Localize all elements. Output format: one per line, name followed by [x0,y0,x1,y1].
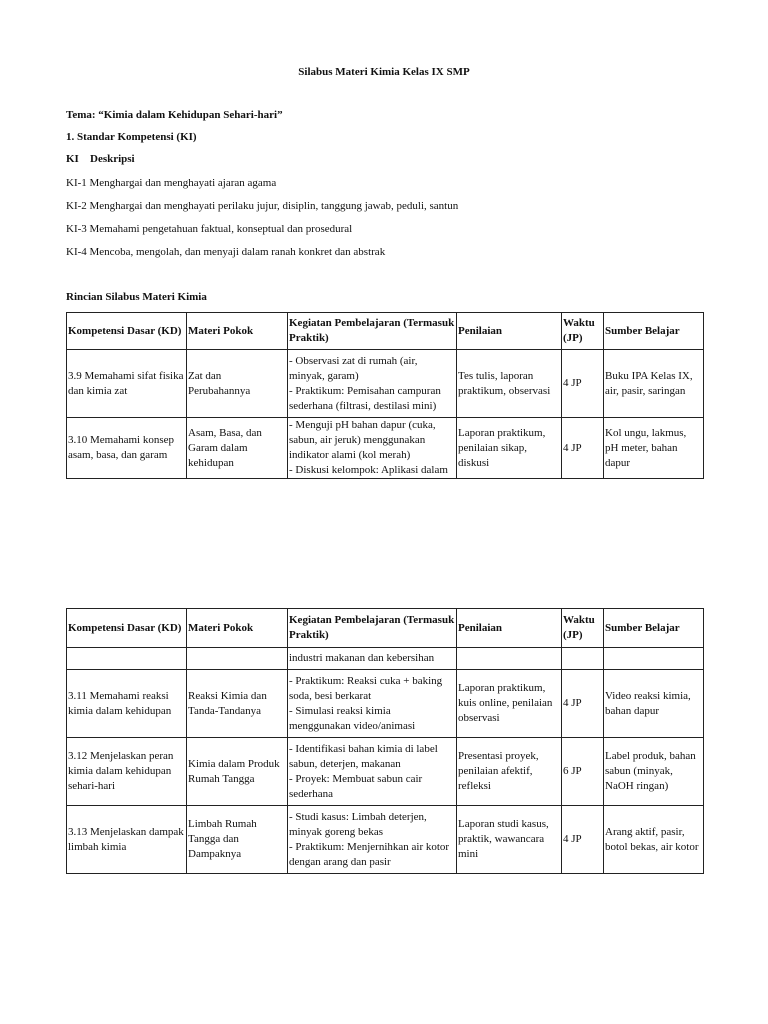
header-kegiatan-pembelajaran: Kegiatan Pembelajaran (Termasuk Praktik) [288,313,457,350]
header-waktu: Waktu (JP) [562,609,604,648]
cell-kd: 3.11 Memahami reaksi kimia dalam kehidupan [67,670,187,738]
cell-kd: 3.13 Menjelaskan dampak limbah kimia [67,806,187,874]
ki-header-row [66,153,135,165]
ki-header-description: Deskripsi [90,153,135,165]
cell-penilaian: Tes tulis, laporan praktikum, observasi [457,350,562,418]
cell-sumber: Kol ungu, lakmus, pH meter, bahan dapur [604,418,704,479]
cell-penilaian: Presentasi proyek, penilaian afektif, refleksi [457,738,562,806]
table-header-row [67,609,704,648]
cell-kegiatan: - Praktikum: Reaksi cuka + baking soda, besi berkarat - Simulasi reaksi kimia menggunakan video/animasi [288,670,457,738]
ki-item-3: KI-3 Memahami pengetahuan faktual, konseptual dan prosedural [66,223,353,235]
cell-waktu: 4 JP [562,350,604,418]
document-title: Silabus Materi Kimia Kelas IX SMP [298,66,470,78]
header-sumber-belajar: Sumber Belajar [604,313,704,350]
cell-waktu: 4 JP [562,806,604,874]
header-kompetensi-dasar: Kompetensi Dasar (KD) [67,313,187,350]
cell-materi [187,648,288,670]
cell-materi: Reaksi Kimia dan Tanda-Tandanya [187,670,288,738]
table-header-row [67,313,704,350]
cell-waktu: 4 JP [562,670,604,738]
cell-kd: 3.10 Memahami konsep asam, basa, dan garam [67,418,187,479]
cell-waktu: 4 JP [562,418,604,479]
table-row [67,806,704,874]
cell-penilaian: Laporan studi kasus, praktik, wawancara mini [457,806,562,874]
header-kompetensi-dasar: Kompetensi Dasar (KD) [67,609,187,648]
table-row [67,350,704,418]
header-materi-pokok: Materi Pokok [187,313,288,350]
table-row [67,670,704,738]
ki-header-code: KI [66,153,79,165]
cell-sumber: Label produk, bahan sabun (minyak, NaOH ringan) [604,738,704,806]
cell-penilaian [457,648,562,670]
cell-materi: Asam, Basa, dan Garam dalam kehidupan [187,418,288,479]
cell-kd: 3.9 Memahami sifat fisika dan kimia zat [67,350,187,418]
cell-kegiatan: - Menguji pH bahan dapur (cuka, sabun, air jeruk) menggunakan indikator alami (kol merah) - Diskusi kelompok: Aplikasi dalam [288,418,457,479]
cell-waktu: 6 JP [562,738,604,806]
cell-kegiatan: industri makanan dan kebersihan [288,648,457,670]
section-standar-kompetensi-heading: 1. Standar Kompetensi (KI) [66,131,197,143]
cell-kd [67,648,187,670]
header-penilaian: Penilaian [457,313,562,350]
table-row [67,418,704,479]
table-row-continuation [67,648,704,670]
cell-sumber: Buku IPA Kelas IX, air, pasir, saringan [604,350,704,418]
header-materi-pokok: Materi Pokok [187,609,288,648]
cell-kd: 3.12 Menjelaskan peran kimia dalam kehidupan sehari-hari [67,738,187,806]
cell-sumber [604,648,704,670]
table-row [67,738,704,806]
cell-kegiatan: - Studi kasus: Limbah deterjen, minyak goreng bekas - Praktikum: Menjernihkan air kotor dengan arang dan pasir [288,806,457,874]
ki-item-1: KI-1 Menghargai dan menghayati ajaran agama [66,177,277,189]
ki-item-4: KI-4 Mencoba, mengolah, dan menyaji dalam ranah konkret dan abstrak [66,246,386,258]
section-rincian-silabus-heading: Rincian Silabus Materi Kimia [66,291,207,303]
syllabus-table-1 [66,312,704,479]
cell-sumber: Arang aktif, pasir, botol bekas, air kotor [604,806,704,874]
header-sumber-belajar: Sumber Belajar [604,609,704,648]
syllabus-table-2 [66,608,704,874]
header-waktu: Waktu (JP) [562,313,604,350]
cell-kegiatan: - Identifikasi bahan kimia di label sabun, deterjen, makanan - Proyek: Membuat sabun cair sederhana [288,738,457,806]
header-penilaian: Penilaian [457,609,562,648]
cell-materi: Zat dan Perubahannya [187,350,288,418]
header-kegiatan-pembelajaran: Kegiatan Pembelajaran (Termasuk Praktik) [288,609,457,648]
cell-waktu [562,648,604,670]
ki-item-2: KI-2 Menghargai dan menghayati perilaku jujur, disiplin, tanggung jawab, peduli, santun [66,200,459,212]
theme-heading: Tema: “Kimia dalam Kehidupan Sehari-hari” [66,109,283,121]
cell-penilaian: Laporan praktikum, penilaian sikap, diskusi [457,418,562,479]
cell-sumber: Video reaksi kimia, bahan dapur [604,670,704,738]
cell-kegiatan: - Observasi zat di rumah (air, minyak, garam) - Praktikum: Pemisahan campuran sederhana (filtrasi, destilasi mini) [288,350,457,418]
cell-materi: Limbah Rumah Tangga dan Dampaknya [187,806,288,874]
cell-penilaian: Laporan praktikum, kuis online, penilaian observasi [457,670,562,738]
cell-materi: Kimia dalam Produk Rumah Tangga [187,738,288,806]
